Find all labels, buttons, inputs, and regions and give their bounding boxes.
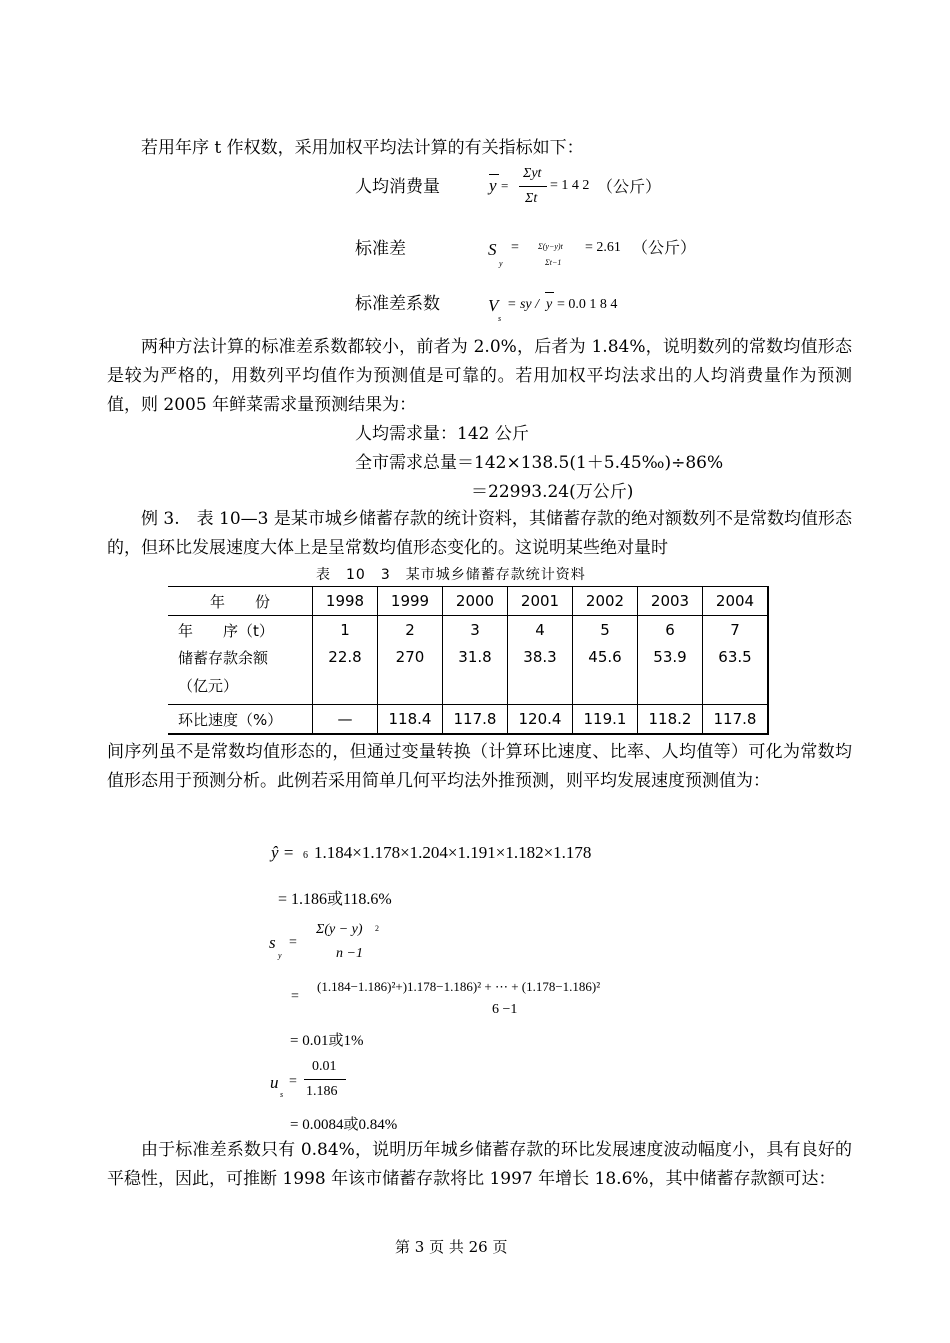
year-cell: 2004 <box>703 587 769 616</box>
savings-table <box>168 586 769 735</box>
expand-num: (1.184−1.186)²+)1.178−1.186)² + ⋯ + (1.178−1.186)² <box>317 979 601 994</box>
sd-eq: = <box>511 240 519 255</box>
year-cell: 2003 <box>638 587 703 616</box>
u-lhs: u <box>270 1073 279 1092</box>
table-cell: 38.3 <box>508 644 573 705</box>
avg-label: 人均消费量 <box>355 177 440 197</box>
expand-den: 6 −1 <box>492 1002 518 1017</box>
s-eq: = <box>289 935 297 950</box>
s-lhs: s <box>269 933 276 952</box>
table-cell: 53.9 <box>638 644 703 705</box>
result-3: = 0.0084或0.84% <box>290 1117 398 1133</box>
sd-lhs: S <box>488 240 497 259</box>
forecast-total-result: ＝22993.24(万公斤) <box>471 482 634 502</box>
sd-rhs: = 2.61 <box>585 240 621 255</box>
table-cell: 5 <box>573 616 638 645</box>
s-sub: y <box>278 951 282 960</box>
cv-rhs-c: = 0.0 1 8 4 <box>557 297 618 312</box>
cv-rhs-a: = sy / <box>507 297 539 312</box>
u-den: 1.186 <box>306 1084 338 1099</box>
table-cell: 119.1 <box>573 705 638 735</box>
year-cell: 2002 <box>573 587 638 616</box>
s-num: Σ(y − y) <box>316 922 363 937</box>
table-cell: 117.8 <box>443 705 508 735</box>
table-row <box>168 705 768 735</box>
avg-lhs: y <box>489 176 497 195</box>
page-footer: 第 3 页 共 26 页 <box>395 1238 508 1256</box>
table-caption: 表 10 3 某市城乡储蓄存款统计资料 <box>316 567 586 583</box>
sd-label: 标准差 <box>355 239 406 259</box>
s-den: n −1 <box>336 946 363 961</box>
sd-sub: y <box>499 259 503 268</box>
cv-rhs-b: y <box>546 297 553 312</box>
table-cell: 22.8 <box>313 644 378 705</box>
paragraph-4: 由于标准差系数只有 0.84%，说明历年城乡储蓄存款的环比发展速度波动幅度小，具有良好的平稳性，因此，可推断 1998 年该市储蓄存款将比 1997 年增长 18.6%，其中储蓄存款额可达： <box>107 1140 852 1189</box>
row-label-line2: （亿元） <box>178 677 239 695</box>
paragraph-2: 例 3. 表 10—3 是某市城乡储蓄存款的统计资料，其储蓄存款的绝对额数列不是常数均值形态的，但环比发展速度大体上是呈常数均值形态变化的。这说明某些绝对量时 <box>107 509 852 558</box>
table-cell: — <box>313 705 378 735</box>
table-cell: 4 <box>508 616 573 645</box>
sd-num: Σ(y−y)t <box>538 242 563 251</box>
u-eq: = <box>289 1074 297 1089</box>
paragraph-1: 两种方法计算的标准差系数都较小，前者为 2.0%，后者为 1.84%，说明数列的常数均值形态是较为严格的，用数列平均值作为预测值是可靠的。若用加权平均法求出的人均消费量作为预测值，则 2005 年鲜菜需求量预测结果为： <box>107 337 852 415</box>
forecast-total: 全市需求总量＝142×138.5(1＋5.45‰)÷86% <box>355 453 724 473</box>
intro-line: 若用年序 t 作权数，采用加权平均法计算的有关指标如下： <box>141 138 584 158</box>
sd-unit: （公斤） <box>632 238 697 257</box>
row-label: 年 序（t） <box>168 616 313 645</box>
yhat: ŷ = <box>271 843 295 862</box>
u-num: 0.01 <box>312 1059 337 1074</box>
s-exp: 2 <box>375 924 379 933</box>
table-cell: 118.2 <box>638 705 703 735</box>
u-sub: s <box>280 1090 284 1099</box>
avg-unit: （公斤） <box>597 177 662 196</box>
header-label: 年 份 <box>168 587 313 616</box>
cv-lhs: V <box>488 296 499 315</box>
avg-den: Σt <box>525 191 538 206</box>
row-label <box>168 644 313 705</box>
table-cell: 2 <box>378 616 443 645</box>
year-cell: 2000 <box>443 587 508 616</box>
cv-label: 标准差系数 <box>355 294 440 314</box>
table-cell: 7 <box>703 616 769 645</box>
table-cell: 3 <box>443 616 508 645</box>
row-label: 环比速度（%） <box>168 705 313 735</box>
table-row <box>168 616 768 645</box>
avg-num: Σyt <box>523 166 542 181</box>
forecast-per-capita: 人均需求量：142 公斤 <box>355 424 529 444</box>
table-cell: 120.4 <box>508 705 573 735</box>
cv-sub: s <box>498 314 502 323</box>
table-cell: 63.5 <box>703 644 769 705</box>
row-label-line1: 储蓄存款余额 <box>178 649 269 667</box>
table-cell: 270 <box>378 644 443 705</box>
expand-eq: = <box>291 989 299 1004</box>
year-cell: 2001 <box>508 587 573 616</box>
year-cell: 1998 <box>313 587 378 616</box>
table-cell: 1 <box>313 616 378 645</box>
table-cell: 118.4 <box>378 705 443 735</box>
result-1: = 1.186或118.6% <box>278 891 392 908</box>
product: 1.184×1.178×1.204×1.191×1.182×1.178 <box>314 843 592 862</box>
root-index: 6 <box>303 850 308 861</box>
result-2: = 0.01或1% <box>290 1033 364 1049</box>
avg-rhs: = 1 4 2 <box>550 178 590 193</box>
table-header-row <box>168 587 768 616</box>
table-cell: 117.8 <box>703 705 769 735</box>
table-cell: 6 <box>638 616 703 645</box>
table-cell: 31.8 <box>443 644 508 705</box>
year-cell: 1999 <box>378 587 443 616</box>
sd-den: Σt−1 <box>545 258 562 267</box>
table-row <box>168 644 768 705</box>
paragraph-3: 间序列虽不是常数均值形态的，但通过变量转换（计算环比速度、比率、人均值等）可化为常数均值形态用于预测分析。此例若采用简单几何平均法外推预测，则平均发展速度预测值为： <box>107 742 852 791</box>
table-cell: 45.6 <box>573 644 638 705</box>
